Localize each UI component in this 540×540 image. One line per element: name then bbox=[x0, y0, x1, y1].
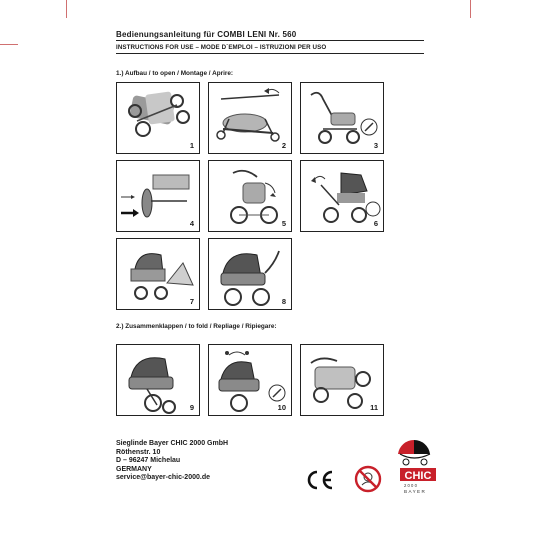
folded-stroller-illustration bbox=[117, 83, 200, 154]
step-11-panel bbox=[300, 344, 384, 416]
city: D – 96247 Michelau bbox=[116, 457, 181, 465]
step-number: 6 bbox=[373, 219, 378, 228]
fold-start-illustration bbox=[117, 345, 200, 416]
ce-mark-icon bbox=[305, 470, 335, 490]
hood-and-cover-illustration bbox=[117, 239, 200, 310]
logo-brand: BAYER bbox=[404, 489, 427, 494]
no-children-under-3-icon bbox=[354, 465, 382, 493]
step-number: 8 bbox=[281, 297, 286, 306]
step-number: 1 bbox=[189, 141, 194, 150]
step-number: 4 bbox=[189, 219, 194, 228]
complete-stroller-illustration bbox=[209, 239, 292, 310]
title-rule bbox=[116, 40, 424, 41]
email-link[interactable]: service@bayer-chic-2000.de bbox=[116, 474, 210, 482]
company-name: Sieglinde Bayer CHIC 2000 GmbH bbox=[116, 440, 229, 447]
step-number: 11 bbox=[370, 403, 378, 412]
step-6-panel bbox=[300, 160, 384, 232]
crop-mark bbox=[470, 0, 471, 18]
logo-text: CHIC bbox=[404, 470, 432, 482]
step-4-panel bbox=[116, 160, 200, 232]
document-title: Bedienungsanleitung für COMBI LENI Nr. 560 bbox=[116, 30, 297, 39]
crop-mark bbox=[0, 44, 18, 45]
logo-year: 2000 bbox=[404, 483, 419, 488]
seat-attach-illustration bbox=[301, 161, 384, 232]
country: GERMANY bbox=[116, 465, 152, 473]
section-open-heading: 1.) Aufbau / to open / Montage / Aprire: bbox=[116, 70, 234, 77]
manufacturer-address bbox=[116, 440, 228, 483]
unfolding-frame-illustration bbox=[209, 83, 292, 154]
crop-mark bbox=[66, 0, 67, 18]
step-9-panel bbox=[116, 344, 200, 416]
step-number: 9 bbox=[189, 403, 194, 412]
step-1-panel bbox=[116, 82, 200, 154]
section-fold-heading: 2.) Zusammenklappen / to fold / Repliage / Ripiegare: bbox=[116, 323, 277, 330]
step-number: 2 bbox=[281, 141, 286, 150]
subtitle-rule bbox=[116, 53, 424, 54]
step-7-panel bbox=[116, 238, 200, 310]
stroller-assembled-illustration bbox=[209, 161, 292, 232]
step-2-panel bbox=[208, 82, 292, 154]
step-number: 5 bbox=[281, 219, 286, 228]
street: Röthenstr. 10 bbox=[116, 448, 161, 456]
step-3-panel bbox=[300, 82, 384, 154]
step-number: 10 bbox=[277, 403, 286, 412]
wheel-attach-illustration bbox=[117, 161, 200, 232]
step-8-panel bbox=[208, 238, 292, 310]
document-subtitle: INSTRUCTIONS FOR USE – MODE D´EMPLOI – ISTRUZIONI PER USO bbox=[116, 44, 327, 51]
step-10-panel bbox=[208, 344, 292, 416]
frame-lock-illustration bbox=[301, 83, 384, 154]
step-5-panel bbox=[208, 160, 292, 232]
step-number: 7 bbox=[189, 297, 194, 306]
step-number: 3 bbox=[373, 141, 378, 150]
